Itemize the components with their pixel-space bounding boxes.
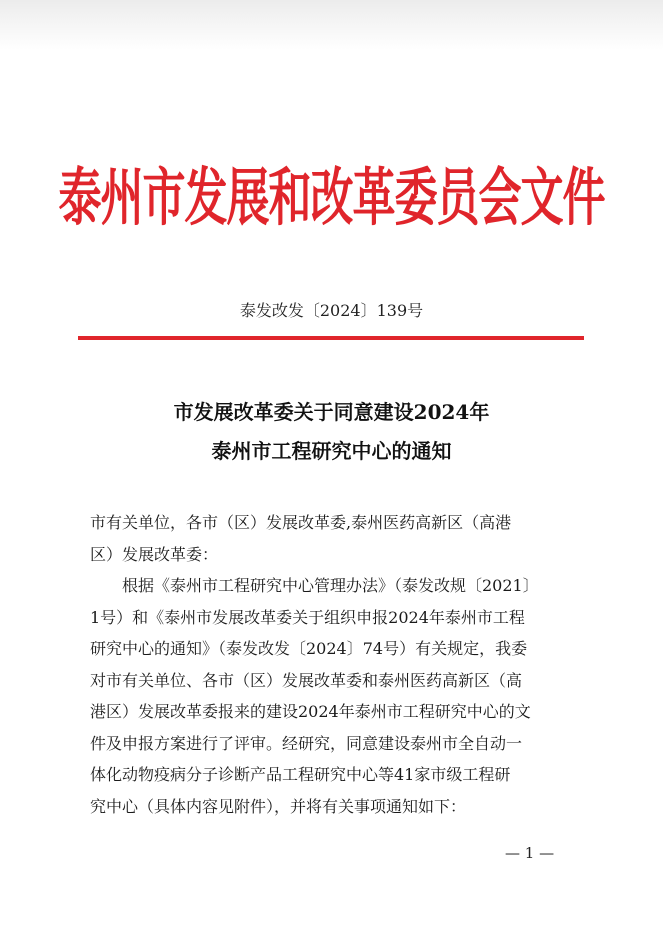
body-line: 究中心（具体内容见附件），并将有关事项通知如下： bbox=[90, 796, 467, 816]
document-header-title: 泰州市发展和改革委员会文件 bbox=[58, 162, 605, 235]
notice-title-line-1: 市发展改革委关于同意建设2024年 bbox=[173, 400, 490, 424]
body-line: 件及申报方案进行了评审。经研究，同意建设泰州市全自动一 bbox=[90, 733, 523, 753]
body-line: 研究中心的通知》（泰发改发〔2024〕74号）有关规定，我委 bbox=[90, 639, 528, 658]
body-line: 区）发展改革委： bbox=[90, 544, 219, 564]
document-number: 泰发改发〔2024〕139号 bbox=[239, 301, 424, 320]
scan-shadow bbox=[0, 0, 663, 50]
notice-title-line-2: 泰州市工程研究中心的通知 bbox=[211, 439, 452, 463]
notice-body bbox=[90, 507, 580, 822]
body-line: 根据《泰州市工程研究中心管理办法》（泰发改规〔2021〕 bbox=[122, 576, 539, 595]
page-number: — 1 — bbox=[505, 844, 555, 862]
red-divider-line bbox=[78, 336, 584, 340]
body-line: 市有关单位，各市（区）发展改革委,泰州医药高新区（高港 bbox=[90, 513, 512, 532]
body-line: 对市有关单位、各市（区）发展改革委和泰州医药高新区（高 bbox=[90, 670, 523, 690]
body-line: 港区）发展改革委报来的建设2024年泰州市工程研究中心的文 bbox=[90, 702, 531, 721]
body-line: 体化动物疫病分子诊断产品工程研究中心等41家市级工程研 bbox=[90, 765, 511, 784]
body-line: 1号）和《泰州市发展改革委关于组织申报2024年泰州市工程 bbox=[90, 607, 525, 627]
